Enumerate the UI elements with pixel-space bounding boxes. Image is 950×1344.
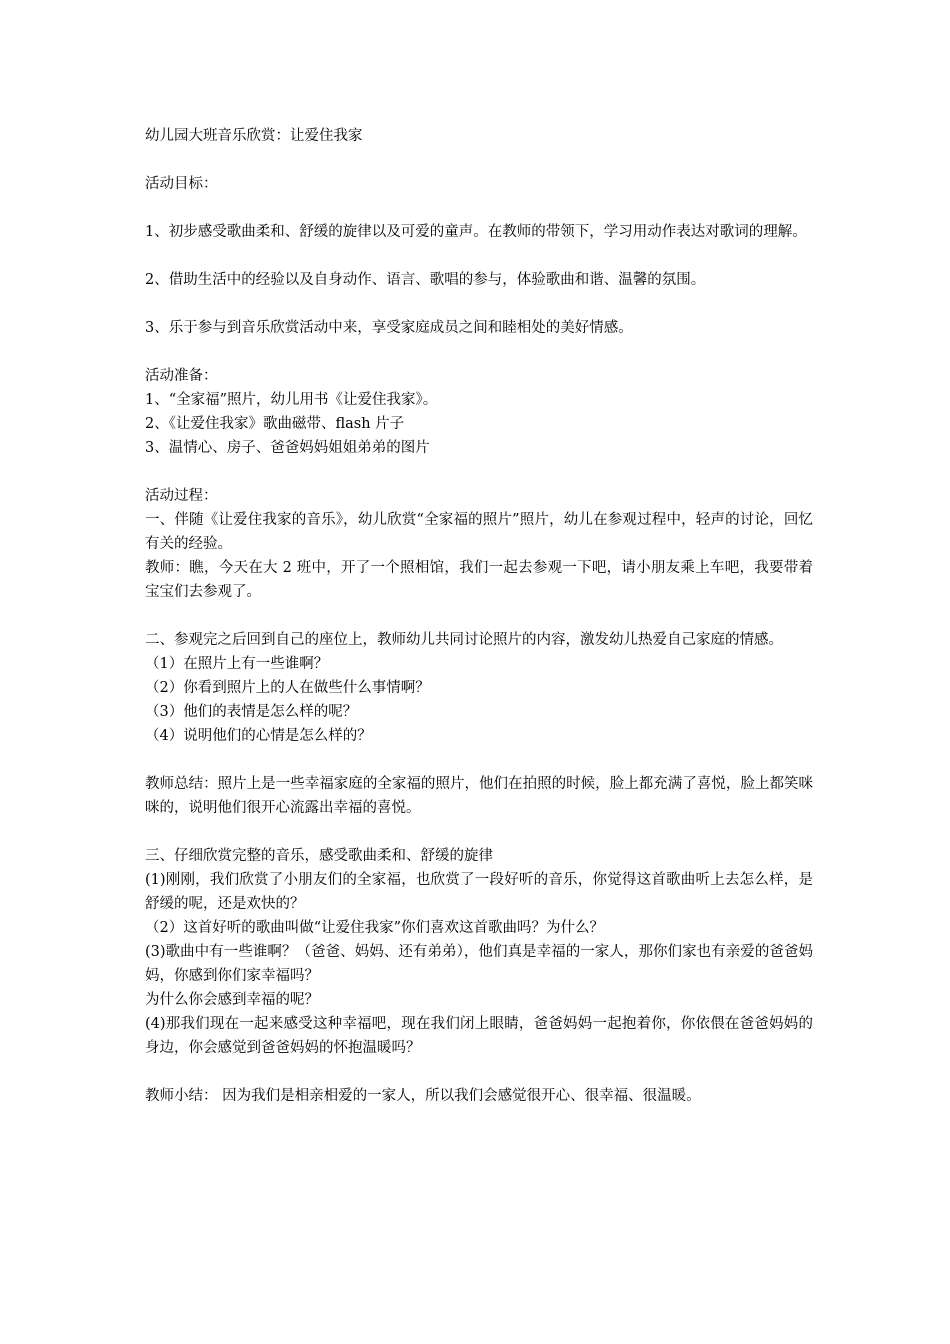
step-3-question-3: (3)歌曲中有一些谁啊？（爸爸、妈妈、还有弟弟），他们真是幸福的一家人，那你们家也有亲爱的爸爸妈妈，你感到你们家幸福吗？ — [145, 944, 813, 984]
spacer — [145, 460, 813, 484]
step-2-question-2: （2）你看到照片上的人在做些什么事情啊？ — [145, 680, 430, 696]
spacer — [145, 292, 813, 316]
prep-item-3: 3、温情心、房子、爸爸妈妈姐姐弟弟的图片 — [145, 440, 430, 456]
process-heading: 活动过程： — [145, 488, 218, 504]
document-body — [145, 124, 813, 1108]
prep-item-1: 1、“全家福”照片，幼儿用书《让爱住我家》。 — [145, 392, 438, 408]
teacher-conclusion: 教师小结： 因为我们是相亲相爱的一家人，所以我们会感觉很开心、很幸福、很温暖。 — [145, 1088, 701, 1104]
prep-heading: 活动准备： — [145, 368, 218, 384]
step-2-question-1: （1）在照片上有一些谁啊？ — [145, 656, 329, 672]
spacer — [145, 604, 813, 628]
spacer — [145, 244, 813, 268]
spacer — [145, 1060, 813, 1084]
step-2-question-4: （4）说明他们的心情是怎么样的？ — [145, 728, 372, 744]
step-3-question-4: (4)那我们现在一起来感受这种幸福吧，现在我们闭上眼睛，爸爸妈妈一起抱着你，你依偎在爸爸妈妈的身边，你会感觉到爸爸妈妈的怀抱温暖吗？ — [145, 1016, 813, 1056]
step-1-teacher-line: 教师：瞧，今天在大 2 班中，开了一个照相馆，我们一起去参观一下吧，请小朋友乘上车吧，我要带着宝宝们去参观了。 — [145, 560, 813, 600]
step-3-intro: 三、仔细欣赏完整的音乐，感受歌曲柔和、舒缓的旋律 — [145, 848, 493, 864]
goal-item-2: 2、借助生活中的经验以及自身动作、语言、歌唱的参与，体验歌曲和谐、温馨的氛围。 — [145, 272, 706, 288]
spacer — [145, 196, 813, 220]
step-1-intro: 一、伴随《让爱住我家的音乐》，幼儿欣赏“全家福的照片”照片，幼儿在参观过程中，轻声的讨论，回忆有关的经验。 — [145, 512, 813, 552]
step-3-question-2: （2）这首好听的歌曲叫做“让爱住我家”你们喜欢这首歌曲吗？为什么？ — [145, 920, 605, 936]
spacer — [145, 340, 813, 364]
spacer — [145, 748, 813, 772]
document-title: 幼儿园大班音乐欣赏：让爱住我家 — [145, 128, 363, 144]
spacer — [145, 148, 813, 172]
step-2-summary: 教师总结：照片上是一些幸福家庭的全家福的照片，他们在拍照的时候，脸上都充满了喜悦，脸上都笑咪咪的，说明他们很开心流露出幸福的喜悦。 — [145, 776, 813, 816]
step-2-intro: 二、参观完之后回到自己的座位上，教师幼儿共同讨论照片的内容，激发幼儿热爱自己家庭的情感。 — [145, 632, 783, 648]
goals-heading: 活动目标： — [145, 176, 218, 192]
step-3-question-3-followup: 为什么你会感到幸福的呢？ — [145, 992, 319, 1008]
goal-item-1: 1、初步感受歌曲柔和、舒缓的旋律以及可爱的童声。在教师的带领下，学习用动作表达对歌词的理解。 — [145, 224, 807, 240]
goal-item-3: 3、乐于参与到音乐欣赏活动中来，享受家庭成员之间和睦相处的美好情感。 — [145, 320, 633, 336]
spacer — [145, 820, 813, 844]
step-3-question-1: (1)刚刚，我们欣赏了小朋友们的全家福，也欣赏了一段好听的音乐，你觉得这首歌曲听上去怎么样，是舒缓的呢，还是欢快的？ — [145, 872, 813, 912]
step-2-question-3: （3）他们的表情是怎么样的呢？ — [145, 704, 358, 720]
prep-item-2: 2、《让爱住我家》歌曲磁带、flash 片子 — [145, 416, 405, 432]
